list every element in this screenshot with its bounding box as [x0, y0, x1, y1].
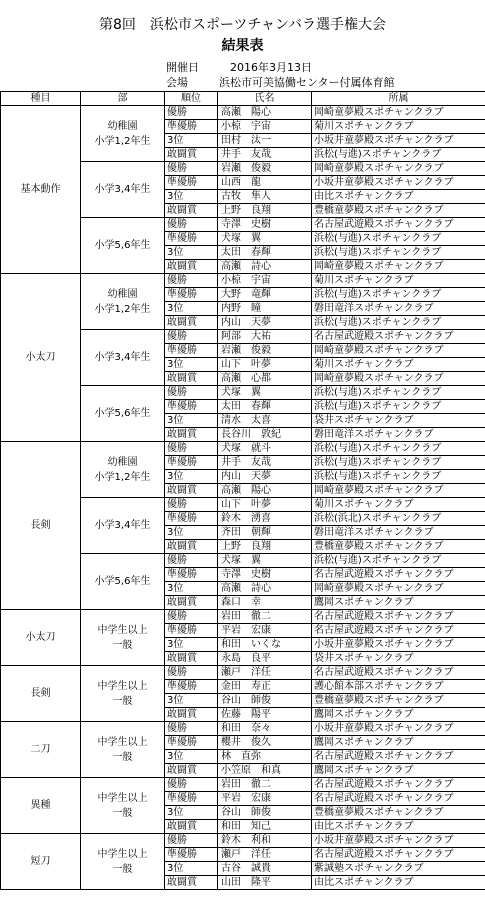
name-cell: 和田 いくな	[218, 638, 312, 652]
club-cell: 袋井スポチャンクラブ	[312, 652, 485, 666]
name-cell: 瀬戸 洋任	[218, 666, 312, 680]
rank-cell: 3位	[165, 638, 218, 652]
column-header-club: 所属	[312, 92, 485, 106]
table-row	[1, 722, 485, 736]
event-cell: 二刀	[1, 722, 81, 778]
club-cell: 小坂井童夢殿スポチャンクラブ	[312, 638, 485, 652]
rank-cell: 敢闘賞	[165, 708, 218, 722]
division-cell: 中学生以上 一般	[81, 610, 165, 666]
name-cell: 大野 竜輝	[218, 288, 312, 302]
header-row	[1, 92, 485, 106]
name-cell: 田村 汰一	[218, 134, 312, 148]
club-cell: 名古屋武遊殿スポチャンクラブ	[312, 330, 485, 344]
column-header-event: 種目	[1, 92, 81, 106]
name-cell: 岩瀬 俊毅	[218, 162, 312, 176]
name-cell: 櫻井 俊久	[218, 736, 312, 750]
division-cell: 小学3,4年生	[81, 498, 165, 554]
club-cell: 鷹岡スポチャンクラブ	[312, 596, 485, 610]
club-cell: 名古屋武遊殿スポチャンクラブ	[312, 750, 485, 764]
club-cell: 名古屋武遊殿スポチャンクラブ	[312, 848, 485, 862]
rank-cell: 準優勝	[165, 736, 218, 750]
name-cell: 太田 春輝	[218, 246, 312, 260]
rank-cell: 敢闘賞	[165, 764, 218, 778]
rank-cell: 優勝	[165, 554, 218, 568]
club-cell: 豊橋童夢殿スポチャンクラブ	[312, 694, 485, 708]
rank-cell: 3位	[165, 358, 218, 372]
rank-cell: 優勝	[165, 498, 218, 512]
name-cell: 岩瀬 俊毅	[218, 344, 312, 358]
division-cell: 幼稚園 小学1,2年生	[81, 106, 165, 162]
date-value: 2016年3月13日	[230, 61, 312, 74]
club-cell: 浜松(与進)スポチャンクラブ	[312, 456, 485, 470]
division-cell: 幼稚園 小学1,2年生	[81, 442, 165, 498]
rank-cell: 優勝	[165, 610, 218, 624]
rank-cell: 3位	[165, 750, 218, 764]
table-row	[1, 666, 485, 680]
division-cell: 中学生以上 一般	[81, 666, 165, 722]
club-cell: 護心館本部スポチャンクラブ	[312, 680, 485, 694]
rank-cell: 準優勝	[165, 512, 218, 526]
rank-cell: 敢闘賞	[165, 260, 218, 274]
rank-cell: 優勝	[165, 274, 218, 288]
name-cell: 林 直弥	[218, 750, 312, 764]
club-cell: 岡崎童夢殿スポチャンクラブ	[312, 260, 485, 274]
name-cell: 平岩 宏康	[218, 624, 312, 638]
name-cell: 鈴木 湧喜	[218, 512, 312, 526]
rank-cell: 敢闘賞	[165, 652, 218, 666]
club-cell: 名古屋武遊殿スポチャンクラブ	[312, 792, 485, 806]
division-cell: 中学生以上 一般	[81, 722, 165, 778]
name-cell: 小椋 宇宙	[218, 120, 312, 134]
rank-cell: 3位	[165, 806, 218, 820]
rank-cell: 3位	[165, 246, 218, 260]
rank-cell: 優勝	[165, 106, 218, 120]
division-cell: 小学3,4年生	[81, 330, 165, 386]
club-cell: 由比スポチャンクラブ	[312, 190, 485, 204]
name-cell: 高瀬 陽心	[218, 484, 312, 498]
division-cell: 小学5,6年生	[81, 554, 165, 610]
name-cell: 永島 良平	[218, 652, 312, 666]
club-cell: 浜松(与進)スポチャンクラブ	[312, 246, 485, 260]
club-cell: 磐田竜洋スポチャンクラブ	[312, 526, 485, 540]
name-cell: 谷山 師俊	[218, 806, 312, 820]
rank-cell: 敢闘賞	[165, 204, 218, 218]
table-row	[1, 274, 485, 288]
club-cell: 岡崎童夢殿スポチャンクラブ	[312, 344, 485, 358]
event-cell: 小太刀	[1, 610, 81, 666]
club-cell: 浜松(与進)スポチャンクラブ	[312, 442, 485, 456]
name-cell: 寺澤 史樹	[218, 568, 312, 582]
rank-cell: 優勝	[165, 834, 218, 848]
name-cell: 井手 友哉	[218, 456, 312, 470]
rank-cell: 3位	[165, 190, 218, 204]
club-cell: 菊川スポチャンクラブ	[312, 120, 485, 134]
rank-cell: 優勝	[165, 330, 218, 344]
name-cell: 上野 良翔	[218, 204, 312, 218]
name-cell: 高瀬 陽心	[218, 106, 312, 120]
name-cell: 太田 春輝	[218, 400, 312, 414]
date-label: 開催日	[166, 61, 199, 74]
rank-cell: 優勝	[165, 162, 218, 176]
name-cell: 森口 幸	[218, 596, 312, 610]
name-cell: 犬塚 翼	[218, 232, 312, 246]
division-cell: 中学生以上 一般	[81, 834, 165, 890]
name-cell: 山田 隆平	[218, 876, 312, 890]
name-cell: 古谷 誠貴	[218, 862, 312, 876]
name-cell: 佐藤 陽平	[218, 708, 312, 722]
club-cell: 紫誠塾スポチャンクラブ	[312, 862, 485, 876]
club-cell: 浜松(与進)スポチャンクラブ	[312, 316, 485, 330]
rank-cell: 3位	[165, 582, 218, 596]
results-body	[1, 106, 485, 890]
rank-cell: 準優勝	[165, 456, 218, 470]
column-header-name: 氏名	[218, 92, 312, 106]
rank-cell: 敢闘賞	[165, 876, 218, 890]
rank-cell: 優勝	[165, 722, 218, 736]
name-cell: 瀬戸 洋任	[218, 848, 312, 862]
rank-cell: 準優勝	[165, 232, 218, 246]
event-cell: 長剣	[1, 442, 81, 610]
rank-cell: 優勝	[165, 666, 218, 680]
club-cell: 浜松(与進)スポチャンクラブ	[312, 554, 485, 568]
name-cell: 阿部 大祐	[218, 330, 312, 344]
division-cell: 小学5,6年生	[81, 218, 165, 274]
column-header-rank: 順位	[165, 92, 218, 106]
club-cell: 磐田竜洋スポチャンクラブ	[312, 302, 485, 316]
name-cell: 高瀬 詩心	[218, 582, 312, 596]
club-cell: 鷹岡スポチャンクラブ	[312, 736, 485, 750]
club-cell: 小坂井童夢殿スポチャンクラブ	[312, 134, 485, 148]
club-cell: 袋井スポチャンクラブ	[312, 414, 485, 428]
club-cell: 名古屋武遊殿スポチャンクラブ	[312, 666, 485, 680]
rank-cell: 準優勝	[165, 344, 218, 358]
club-cell: 浜松(与進)スポチャンクラブ	[312, 386, 485, 400]
rank-cell: 優勝	[165, 778, 218, 792]
club-cell: 磐田竜洋スポチャンクラブ	[312, 428, 485, 442]
page-title: 第8回 浜松市スポーツチャンバラ選手権大会	[99, 17, 386, 33]
table-row	[1, 106, 485, 120]
club-cell: 菊川スポチャンクラブ	[312, 274, 485, 288]
club-cell: 豊橋童夢殿スポチャンクラブ	[312, 204, 485, 218]
name-cell: 小椋 宇宙	[218, 274, 312, 288]
rank-cell: 敢闘賞	[165, 820, 218, 834]
club-cell: 名古屋武遊殿スポチャンクラブ	[312, 610, 485, 624]
rank-cell: 敢闘賞	[165, 484, 218, 498]
name-cell: 平岩 宏康	[218, 792, 312, 806]
column-header-division: 部	[81, 92, 165, 106]
club-cell: 小坂井童夢殿スポチャンクラブ	[312, 176, 485, 190]
club-cell: 鷹岡スポチャンクラブ	[312, 764, 485, 778]
club-cell: 由比スポチャンクラブ	[312, 876, 485, 890]
club-cell: 岡崎童夢殿スポチャンクラブ	[312, 372, 485, 386]
rank-cell: 3位	[165, 526, 218, 540]
name-cell: 岩田 徹二	[218, 610, 312, 624]
club-cell: 浜松(与進)スポチャンクラブ	[312, 232, 485, 246]
name-cell: 内山 天夢	[218, 316, 312, 330]
club-cell: 浜松(与進)スポチャンクラブ	[312, 148, 485, 162]
name-cell: 犬塚 翼	[218, 554, 312, 568]
name-cell: 犬塚 翼	[218, 386, 312, 400]
rank-cell: 3位	[165, 862, 218, 876]
name-cell: 和田 知己	[218, 820, 312, 834]
name-cell: 寺澤 史樹	[218, 218, 312, 232]
rank-cell: 敢闘賞	[165, 372, 218, 386]
rank-cell: 優勝	[165, 218, 218, 232]
name-cell: 内山 天夢	[218, 470, 312, 484]
rank-cell: 3位	[165, 414, 218, 428]
club-cell: 菊川スポチャンクラブ	[312, 498, 485, 512]
rank-cell: 敢闘賞	[165, 540, 218, 554]
name-cell: 谷山 師俊	[218, 694, 312, 708]
club-cell: 浜松(浜北)スポチャンクラブ	[312, 512, 485, 526]
name-cell: 古牧 隼人	[218, 190, 312, 204]
rank-cell: 準優勝	[165, 792, 218, 806]
club-cell: 浜松(与進)スポチャンクラブ	[312, 288, 485, 302]
club-cell: 岡崎童夢殿スポチャンクラブ	[312, 484, 485, 498]
event-cell: 基本動作	[1, 106, 81, 274]
name-cell: 和田 奈々	[218, 722, 312, 736]
rank-cell: 準優勝	[165, 120, 218, 134]
name-cell: 井手 友哉	[218, 148, 312, 162]
club-cell: 浜松(与進)スポチャンクラブ	[312, 470, 485, 484]
division-cell: 幼稚園 小学1,2年生	[81, 274, 165, 330]
name-cell: 清水 太喜	[218, 414, 312, 428]
club-cell: 名古屋武遊殿スポチャンクラブ	[312, 778, 485, 792]
event-cell: 異種	[1, 778, 81, 834]
event-cell: 長剣	[1, 666, 81, 722]
name-cell: 山西 龍	[218, 176, 312, 190]
rank-cell: 準優勝	[165, 568, 218, 582]
rank-cell: 準優勝	[165, 848, 218, 862]
club-cell: 小坂井童夢殿スポチャンクラブ	[312, 834, 485, 848]
rank-cell: 優勝	[165, 442, 218, 456]
name-cell: 犬塚 就斗	[218, 442, 312, 456]
rank-cell: 準優勝	[165, 400, 218, 414]
table-row	[1, 834, 485, 848]
rank-cell: 3位	[165, 470, 218, 484]
table-row	[1, 442, 485, 456]
name-cell: 長谷川 敦紀	[218, 428, 312, 442]
club-cell: 名古屋武遊殿スポチャンクラブ	[312, 568, 485, 582]
club-cell: 由比スポチャンクラブ	[312, 820, 485, 834]
club-cell: 名古屋武遊殿スポチャンクラブ	[312, 218, 485, 232]
rank-cell: 敢闘賞	[165, 148, 218, 162]
venue-value: 浜松市可美協働センター付属体育館	[219, 76, 395, 89]
rank-cell: 準優勝	[165, 176, 218, 190]
club-cell: 岡崎童夢殿スポチャンクラブ	[312, 106, 485, 120]
name-cell: 高瀬 詩心	[218, 260, 312, 274]
rank-cell: 敢闘賞	[165, 428, 218, 442]
club-cell: 豊橋童夢殿スポチャンクラブ	[312, 540, 485, 554]
rank-cell: 準優勝	[165, 288, 218, 302]
name-cell: 金田 寿正	[218, 680, 312, 694]
club-cell: 岡崎童夢殿スポチャンクラブ	[312, 162, 485, 176]
name-cell: 鈴木 利和	[218, 834, 312, 848]
rank-cell: 優勝	[165, 386, 218, 400]
rank-cell: 敢闘賞	[165, 596, 218, 610]
club-cell: 菊川スポチャンクラブ	[312, 358, 485, 372]
table-row	[1, 778, 485, 792]
results-table	[0, 91, 485, 890]
name-cell: 上野 良翔	[218, 540, 312, 554]
club-cell: 豊橋童夢殿スポチャンクラブ	[312, 806, 485, 820]
division-cell: 中学生以上 一般	[81, 778, 165, 834]
venue-label: 会場	[166, 76, 188, 89]
division-cell: 小学3,4年生	[81, 162, 165, 218]
club-cell: 小坂井童夢殿スポチャンクラブ	[312, 722, 485, 736]
division-cell: 小学5,6年生	[81, 386, 165, 442]
club-cell: 鷹岡スポチャンクラブ	[312, 708, 485, 722]
event-cell: 短刀	[1, 834, 81, 890]
name-cell: 内野 瞳	[218, 302, 312, 316]
rank-cell: 敢闘賞	[165, 316, 218, 330]
page-subtitle: 結果表	[221, 38, 264, 54]
rank-cell: 3位	[165, 302, 218, 316]
club-cell: 浜松(与進)スポチャンクラブ	[312, 400, 485, 414]
club-cell: 岡崎童夢殿スポチャンクラブ	[312, 582, 485, 596]
name-cell: 齐田 朝輝	[218, 526, 312, 540]
rank-cell: 準優勝	[165, 624, 218, 638]
name-cell: 岩田 徹二	[218, 778, 312, 792]
event-cell: 小太刀	[1, 274, 81, 442]
name-cell: 小笠原 和真	[218, 764, 312, 778]
club-cell: 名古屋武遊殿スポチャンクラブ	[312, 624, 485, 638]
table-row	[1, 610, 485, 624]
rank-cell: 準優勝	[165, 680, 218, 694]
rank-cell: 3位	[165, 694, 218, 708]
name-cell: 山下 叶夢	[218, 358, 312, 372]
name-cell: 山下 叶夢	[218, 498, 312, 512]
rank-cell: 3位	[165, 134, 218, 148]
name-cell: 高瀬 心都	[218, 372, 312, 386]
